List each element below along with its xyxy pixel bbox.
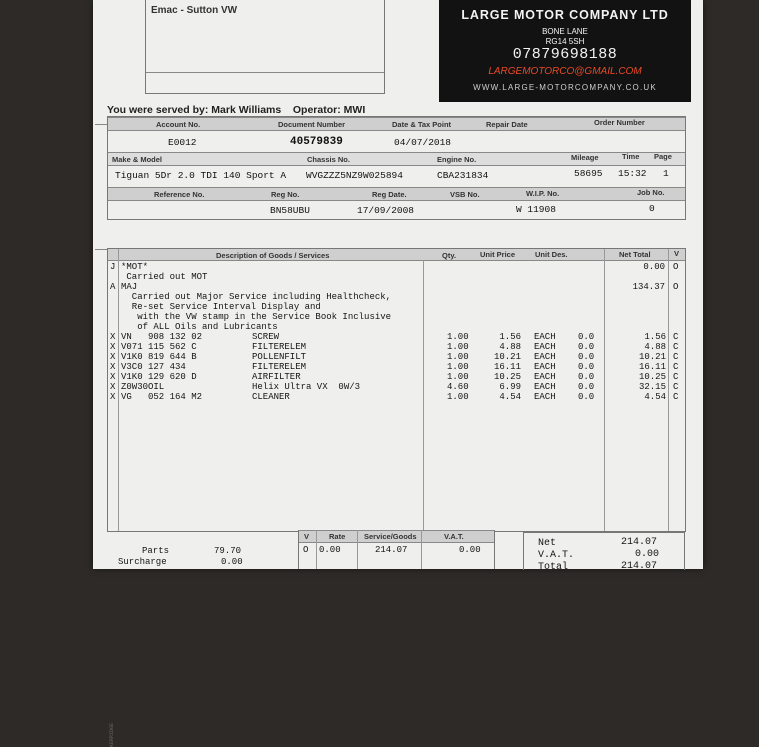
company-email: LARGEMOTORCO@GMAIL.COM	[488, 66, 642, 77]
served-label: You were served by:	[107, 104, 209, 116]
vat-service-value: 214.07	[375, 545, 408, 555]
net-total-header: Net Total	[619, 250, 651, 259]
line-net-total: 0.00	[643, 262, 665, 272]
mileage-label: Mileage	[571, 153, 599, 162]
table-row	[108, 372, 685, 382]
line-code: J	[110, 262, 116, 272]
part-number: V1K0 819 644 B	[121, 352, 197, 362]
reg-date-value: 17/09/2008	[357, 205, 415, 216]
repair-date-label: Repair Date	[486, 120, 528, 129]
part-qty: 1.00	[447, 332, 469, 342]
unit-des-header: Unit Des.	[535, 250, 568, 259]
part-unit: EACH	[534, 372, 556, 382]
page-label: Page	[654, 152, 672, 161]
side-print: KERRIDGE	[109, 722, 115, 747]
make-model-value: Tiguan 5Dr 2.0 TDI 140 Sport A	[115, 170, 287, 181]
line-description: *MOT*	[121, 262, 149, 272]
part-unit-price: 1.56	[499, 332, 521, 342]
part-unit-des: 0.0	[578, 342, 595, 352]
company-website: WWW.LARGE-MOTORCOMPANY.CO.UK	[473, 83, 657, 92]
part-number: VG 052 164 M2	[121, 392, 203, 402]
part-unit-des: 0.0	[578, 392, 595, 402]
part-vat-code: C	[673, 332, 679, 342]
part-flag: X	[110, 362, 116, 372]
part-net-total: 16.11	[638, 362, 666, 372]
table-header-band	[108, 249, 685, 261]
vat-service-header: Service/Goods	[364, 532, 417, 541]
table-row	[108, 332, 685, 342]
invoice-document	[93, 0, 703, 747]
part-unit-des: 0.0	[578, 372, 595, 382]
part-flag: X	[110, 372, 116, 382]
part-unit-price: 4.54	[499, 392, 521, 402]
part-flag: X	[110, 352, 116, 362]
part-flag: X	[110, 392, 116, 402]
mileage-value: 58695	[574, 168, 603, 179]
table-row	[108, 392, 685, 402]
part-unit-price: 6.99	[499, 382, 521, 392]
line-vat-code: O	[673, 262, 679, 272]
part-flag: X	[110, 332, 116, 342]
engine-value: CBA231834	[437, 170, 489, 181]
date-tax-value: 04/07/2018	[394, 137, 452, 148]
margin-tick	[95, 124, 107, 125]
part-unit-des: 0.0	[578, 362, 595, 372]
customer-address-box	[145, 0, 385, 94]
vat-code-header: V	[674, 249, 680, 258]
part-net-total: 1.56	[644, 332, 666, 342]
table-row	[108, 342, 685, 352]
part-unit: EACH	[534, 352, 556, 362]
total-label: Total	[538, 562, 569, 573]
surcharge-value: 0.00	[221, 557, 243, 567]
margin-tick-2	[95, 249, 107, 250]
net-value: 214.07	[621, 537, 658, 548]
part-unit: EACH	[534, 342, 556, 352]
part-vat-code: C	[673, 382, 679, 392]
part-description: FILTERELEM	[252, 342, 307, 352]
part-unit-des: 0.0	[578, 352, 595, 362]
customer-name: Emac - Sutton VW	[151, 5, 238, 16]
desc-header: Description of Goods / Services	[216, 251, 330, 260]
part-vat-code: C	[673, 362, 679, 372]
part-number: Z0W30OIL	[121, 382, 165, 392]
wip-label: W.I.P. No.	[526, 189, 560, 198]
line-vat-code: O	[673, 282, 679, 292]
part-description: POLLENFILT	[252, 352, 307, 362]
document-label: Document Number	[278, 120, 346, 129]
chassis-value: WVGZZZ5NZ9W025894	[306, 170, 403, 181]
company-address-line2: RG14 5SH	[545, 37, 585, 46]
line-net-total: 134.37	[632, 282, 665, 292]
wip-value: W 11908	[516, 204, 556, 215]
line-description: MAJ	[121, 282, 138, 292]
job-value: 0	[649, 203, 655, 214]
table-row	[108, 352, 685, 362]
vat-amount-header: V.A.T.	[444, 532, 464, 541]
served-by	[107, 104, 365, 116]
account-value: E0012	[168, 137, 197, 148]
date-tax-label: Date & Tax Point	[392, 120, 452, 129]
vsb-label: VSB No.	[450, 190, 480, 199]
vat-value: 0.00	[635, 549, 660, 560]
vat-amount-value: 0.00	[459, 545, 481, 555]
account-label: Account No.	[156, 120, 201, 129]
parts-value: 79.70	[214, 546, 242, 556]
job-label: Job No.	[637, 188, 665, 197]
column-divider	[357, 530, 358, 569]
reg-label: Reg No.	[271, 190, 300, 199]
part-net-total: 4.54	[644, 392, 666, 402]
total-value: 214.07	[621, 561, 658, 572]
line-code: A	[110, 282, 116, 292]
part-unit-des: 0.0	[578, 382, 595, 392]
part-qty: 1.00	[447, 362, 469, 372]
part-qty: 1.00	[447, 342, 469, 352]
part-qty: 1.00	[447, 372, 469, 382]
line-description: Re-set Service Interval Display and	[121, 302, 321, 312]
part-number: V1K0 129 620 D	[121, 372, 197, 382]
reg-value: BN58UBU	[270, 205, 310, 216]
part-qty: 1.00	[447, 392, 469, 402]
parts-label: Parts	[142, 546, 170, 556]
part-vat-code: C	[673, 372, 679, 382]
part-unit-price: 10.25	[493, 372, 521, 382]
line-description: with the VW stamp in the Service Book Inclusive	[121, 312, 392, 322]
part-vat-code: C	[673, 392, 679, 402]
part-net-total: 10.25	[638, 372, 666, 382]
part-description: SCREW	[252, 332, 280, 342]
part-net-total: 32.15	[638, 382, 666, 392]
part-unit-price: 10.21	[493, 352, 521, 362]
part-description: Helix Ultra VX 0W/3	[252, 382, 361, 392]
part-description: AIRFILTER	[252, 372, 301, 382]
part-vat-code: C	[673, 352, 679, 362]
make-model-label: Make & Model	[112, 155, 163, 164]
part-unit: EACH	[534, 382, 556, 392]
column-divider	[316, 530, 317, 569]
line-description: Carried out Major Service including Healthcheck,	[121, 292, 392, 302]
vat-rate-header: Rate	[329, 532, 346, 541]
net-label: Net	[538, 538, 557, 549]
qty-header: Qty.	[442, 251, 457, 260]
time-value: 15:32	[618, 168, 647, 179]
company-address-line1: BONE LANE	[542, 27, 588, 36]
vat-rate-value: 0.00	[319, 545, 341, 555]
company-name: LARGE MOTOR COMPANY LTD	[461, 8, 669, 22]
served-name: Mark Williams	[211, 104, 282, 116]
part-flag: X	[110, 382, 116, 392]
part-number: VN 908 132 02	[121, 332, 203, 342]
unit-price-header: Unit Price	[480, 250, 516, 259]
part-unit: EACH	[534, 332, 556, 342]
part-description: CLEANER	[252, 392, 290, 402]
part-qty: 4.60	[447, 382, 469, 392]
part-qty: 1.00	[447, 352, 469, 362]
part-unit-price: 4.88	[499, 342, 521, 352]
operator-label: Operator:	[292, 104, 341, 116]
engine-label: Engine No.	[437, 155, 477, 164]
vat-v-header: V	[304, 532, 310, 541]
vat-label: V.A.T.	[538, 550, 575, 561]
part-flag: X	[110, 342, 116, 352]
document-header-grid	[107, 116, 686, 220]
page-value: 1	[663, 168, 669, 179]
chassis-label: Chassis No.	[307, 155, 350, 164]
part-number: V3C0 127 434	[121, 362, 186, 372]
totals-box	[523, 532, 685, 573]
operator-value: MWI	[343, 104, 366, 116]
surcharge-label: Surcharge	[118, 557, 167, 567]
table-row	[108, 382, 685, 392]
document-value: 40579839	[290, 136, 343, 148]
part-unit-price: 16.11	[493, 362, 521, 372]
part-net-total: 4.88	[644, 342, 666, 352]
time-label: Time	[622, 152, 640, 161]
order-label: Order Number	[594, 118, 645, 127]
line-description: of ALL Oils and Lubricants	[121, 322, 278, 332]
part-unit-des: 0.0	[578, 332, 595, 342]
part-description: FILTERELEM	[252, 362, 307, 372]
vat-v-value: O	[303, 545, 309, 555]
part-unit: EACH	[534, 392, 556, 402]
vat-summary	[298, 530, 495, 569]
company-phone: 07879698188	[512, 46, 618, 63]
part-unit: EACH	[534, 362, 556, 372]
part-number: V071 115 562 C	[121, 342, 197, 352]
table-row	[108, 362, 685, 372]
column-divider	[421, 530, 422, 569]
part-net-total: 10.21	[638, 352, 666, 362]
reg-date-label: Reg Date.	[372, 190, 407, 199]
line-description: Carried out MOT	[121, 272, 208, 282]
part-vat-code: C	[673, 342, 679, 352]
address-divider	[146, 72, 384, 73]
company-logo	[439, 0, 691, 102]
reference-label: Reference No.	[154, 190, 205, 199]
